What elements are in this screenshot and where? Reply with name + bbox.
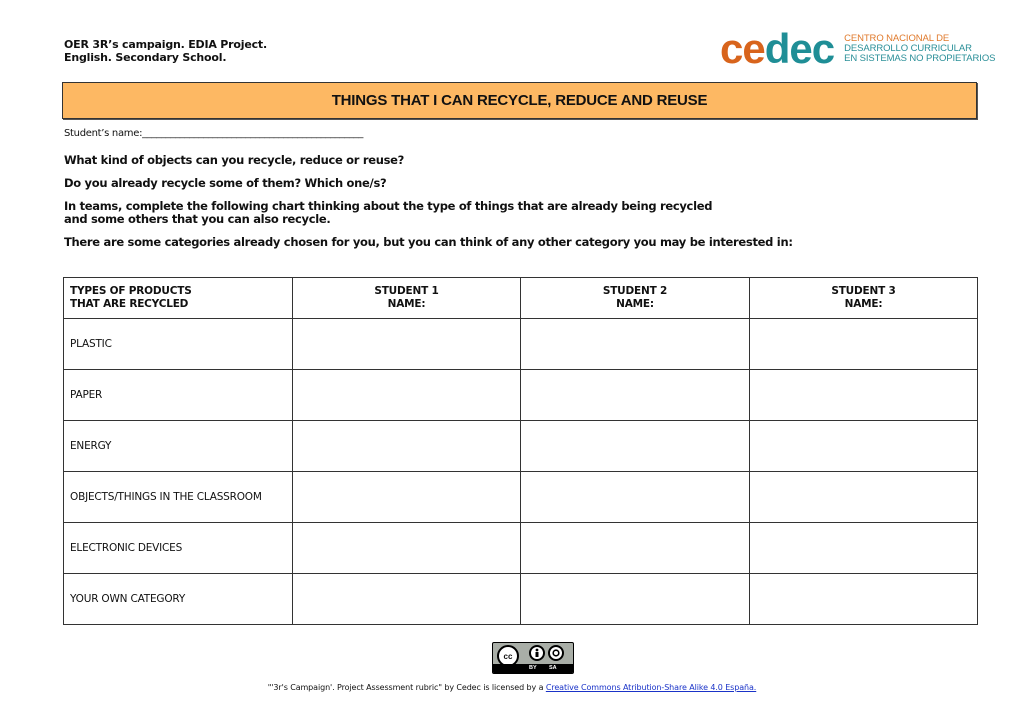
header-student-2-label: STUDENT 2 [602, 285, 668, 297]
header-student-3 [750, 278, 978, 319]
header-student-3-label: STUDENT 3 [831, 285, 896, 297]
student-1-cell[interactable] [293, 370, 521, 421]
header-product-types-line-1: TYPES OF PRODUCTS [70, 285, 192, 297]
table-row [64, 472, 978, 523]
attribution-person-icon [529, 645, 545, 661]
student-3-cell[interactable] [750, 523, 978, 574]
page-title: THINGS THAT I CAN RECYCLE, REDUCE AND REUSE [331, 92, 708, 109]
page-title-box [62, 82, 977, 119]
student-1-cell[interactable] [293, 472, 521, 523]
badge-by-label: BY [529, 665, 537, 671]
student-1-cell[interactable] [293, 319, 521, 370]
footer-text: "'3r's Campaign'. Project Assessment rubric" by Cedec is licensed by a [267, 683, 546, 692]
question-3-line-1: In teams, complete the following chart thinking about the type of things that are already being recycled [64, 199, 713, 213]
student-name-blank[interactable]: _______________________________________________ [142, 128, 364, 139]
logo-subtitle [844, 34, 995, 64]
category-cell: YOUR OWN CATEGORY [64, 574, 293, 625]
license-link[interactable]: Creative Commons Atribution-Share Alike 4.0 España. [545, 683, 757, 692]
header-student-1-label: STUDENT 1 [374, 285, 439, 297]
header-student-2 [521, 278, 750, 319]
table-header-row [64, 278, 978, 319]
header-product-types [64, 278, 293, 319]
student-name-field[interactable] [64, 128, 363, 139]
student-2-cell[interactable] [521, 319, 750, 370]
student-1-cell[interactable] [293, 574, 521, 625]
student-2-cell[interactable] [521, 370, 750, 421]
student-name-label: Student’s name: [64, 128, 143, 139]
category-cell: PAPER [64, 370, 293, 421]
license-footer [0, 683, 1024, 692]
question-4: There are some categories already chosen for you, but you can think of any other category you may be interested in: [64, 235, 793, 249]
student-3-cell[interactable] [750, 574, 978, 625]
header-student-2-name: NAME: [616, 298, 654, 310]
student-3-cell[interactable] [750, 370, 978, 421]
category-cell: PLASTIC [64, 319, 293, 370]
share-alike-icon [548, 645, 564, 661]
question-3-line-2: and some others that you can also recycle. [64, 212, 331, 226]
header-student-3-name: NAME: [844, 298, 883, 310]
student-3-cell[interactable] [750, 421, 978, 472]
logo-subtitle-line-2: DESARROLLO CURRICULAR [844, 43, 972, 54]
header-student-1 [293, 278, 521, 319]
table-row [64, 523, 978, 574]
question-1: What kind of objects can you recycle, reduce or reuse? [64, 153, 405, 167]
header-product-types-line-2: THAT ARE RECYCLED [70, 298, 189, 310]
header-student-1-name: NAME: [387, 298, 426, 310]
question-2: Do you already recycle some of them? Which one/s? [64, 176, 387, 190]
table-row [64, 319, 978, 370]
student-3-cell[interactable] [750, 319, 978, 370]
header-line-2: English. Secondary School. [64, 51, 227, 64]
logo-word-dec: dec [764, 25, 835, 72]
logo-wordmark [720, 25, 835, 72]
cc-license-badge[interactable] [492, 642, 574, 674]
category-cell: ENERGY [64, 421, 293, 472]
student-2-cell[interactable] [521, 472, 750, 523]
student-2-cell[interactable] [521, 523, 750, 574]
student-1-cell[interactable] [293, 523, 521, 574]
document-header [64, 38, 267, 64]
cc-icon: cc [497, 645, 519, 667]
table-row [64, 421, 978, 472]
student-2-cell[interactable] [521, 421, 750, 472]
logo-subtitle-line-1: CENTRO NACIONAL DE [844, 33, 950, 44]
question-3 [64, 200, 712, 226]
badge-sa-label: SA [549, 665, 557, 671]
recycling-chart-table [63, 277, 978, 625]
student-3-cell[interactable] [750, 472, 978, 523]
logo-subtitle-line-3: EN SISTEMAS NO PROPIETARIOS [844, 53, 996, 64]
header-line-1: OER 3R’s campaign. EDIA Project. [64, 38, 267, 51]
student-1-cell[interactable] [293, 421, 521, 472]
student-2-cell[interactable] [521, 574, 750, 625]
category-cell: ELECTRONIC DEVICES [64, 523, 293, 574]
cedec-logo [720, 25, 996, 72]
logo-word-ce: ce [720, 25, 765, 72]
table-row [64, 574, 978, 625]
category-cell: OBJECTS/THINGS IN THE CLASSROOM [64, 472, 293, 523]
table-row [64, 370, 978, 421]
